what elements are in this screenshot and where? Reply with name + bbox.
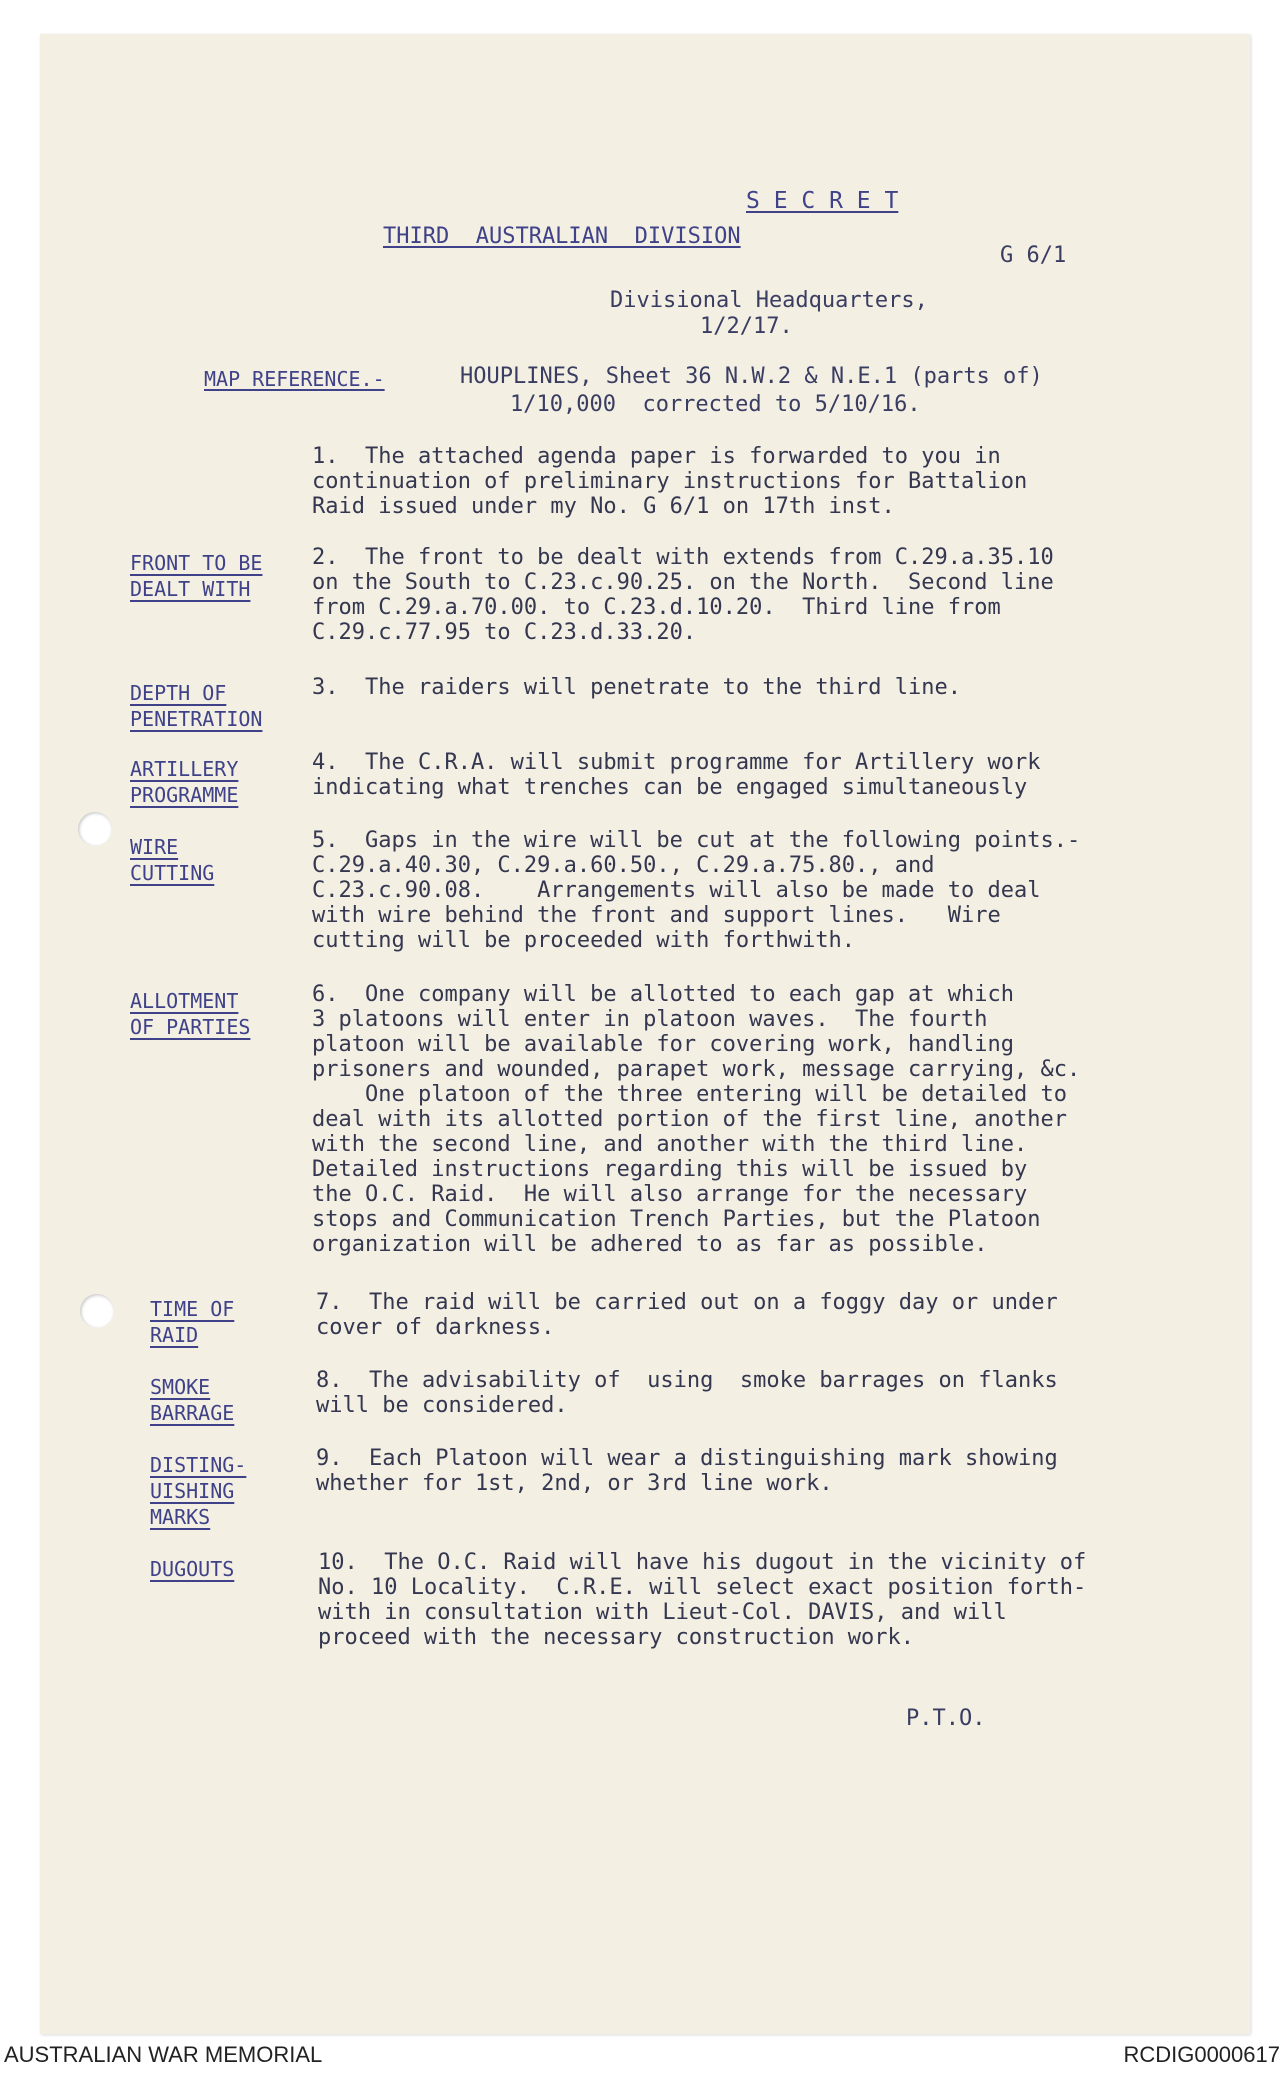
paragraph-text: 9. Each Platoon will wear a distinguishing mark showing whether for 1st, 2nd, or 3rd line work. <box>316 1446 1058 1496</box>
margin-label: ARTILLERY PROGRAMME <box>130 757 239 807</box>
pto-note: P.T.O. <box>906 1706 986 1731</box>
margin-label: DISTING- UISHING MARKS <box>150 1453 247 1529</box>
map-reference-line1: HOUPLINES, Sheet 36 N.W.2 & N.E.1 (parts of) <box>460 364 1043 389</box>
margin-label: WIRE CUTTING <box>130 835 215 885</box>
paragraph-text: 8. The advisability of using smoke barrages on flanks will be considered. <box>316 1368 1058 1418</box>
paragraph-text: 3. The raiders will penetrate to the third line. <box>312 675 962 700</box>
map-reference-label: MAP REFERENCE.- <box>204 367 385 391</box>
paragraph-text: 7. The raid will be carried out on a foggy day or under cover of darkness. <box>316 1290 1058 1340</box>
punch-hole <box>78 812 112 846</box>
margin-label: SMOKE BARRAGE <box>150 1375 235 1425</box>
date-line: 1/2/17. <box>700 314 793 339</box>
division-heading: THIRD AUSTRALIAN DIVISION <box>383 224 741 249</box>
punch-hole <box>80 1294 114 1328</box>
paragraph-text: 1. The attached agenda paper is forwarded to you in continuation of preliminary instructions for Battalion Raid issued under my No. G 6/1 on 17th inst. <box>312 444 1028 519</box>
margin-label: FRONT TO BE DEALT WITH <box>130 551 263 601</box>
margin-label: TIME OF RAID <box>150 1297 235 1347</box>
footer-archive-name: AUSTRALIAN WAR MEMORIAL <box>4 2042 323 2067</box>
map-reference-line2: 1/10,000 corrected to 5/10/16. <box>510 392 921 417</box>
margin-label: ALLOTMENT OF PARTIES <box>130 989 251 1039</box>
margin-label: DEPTH OF PENETRATION <box>130 681 263 731</box>
reference-number: G 6/1 <box>1000 243 1067 268</box>
margin-label: DUGOUTS <box>150 1557 235 1581</box>
paragraph-text: 5. Gaps in the wire will be cut at the following points.- C.29.a.40.30, C.29.a.60.50., C.29.a.75.80., and C.23.c.90.08. Arrangements will also be made to deal with wire behind the front and support lines. Wire cutting will be proceeded with forthwith. <box>312 828 1081 953</box>
paragraph-text: 10. The O.C. Raid will have his dugout in the vicinity of No. 10 Locality. C.R.E. will select exact position forth- with in consultation with Lieut-Col. DAVIS, and will proceed with the necessary construction work. <box>318 1550 1087 1650</box>
paragraph-text: 4. The C.R.A. will submit programme for Artillery work indicating what trenches can be engaged simultaneously <box>312 750 1041 800</box>
footer-record-id: RCDIG0000617 <box>1123 2042 1280 2067</box>
paragraph-text: 2. The front to be dealt with extends from C.29.a.35.10 on the South to C.23.c.90.25. on the North. Second line from C.29.a.70.00. to C.23.d.10.20. Third line from C.29.c.77.95 to C.23.d.33.20. <box>312 545 1054 645</box>
secret-heading: S E C R E T <box>746 188 899 214</box>
paragraph-text: 6. One company will be allotted to each gap at which 3 platoons will enter in platoon waves. The fourth platoon will be available for covering work, handling prisoners and wounded, parapet work, message carrying, &c. One platoon of the three entering will be detailed to deal with its allotted portion of the first line, another with the second line, and another with the third line. Detailed instructions regarding this will be issued by the O.C. Raid. He will also arrange for the necessary stops and Communication Trench Parties, but the Platoon organization will be adhered to as far as possible. <box>312 982 1081 1257</box>
hq-line: Divisional Headquarters, <box>610 288 928 313</box>
